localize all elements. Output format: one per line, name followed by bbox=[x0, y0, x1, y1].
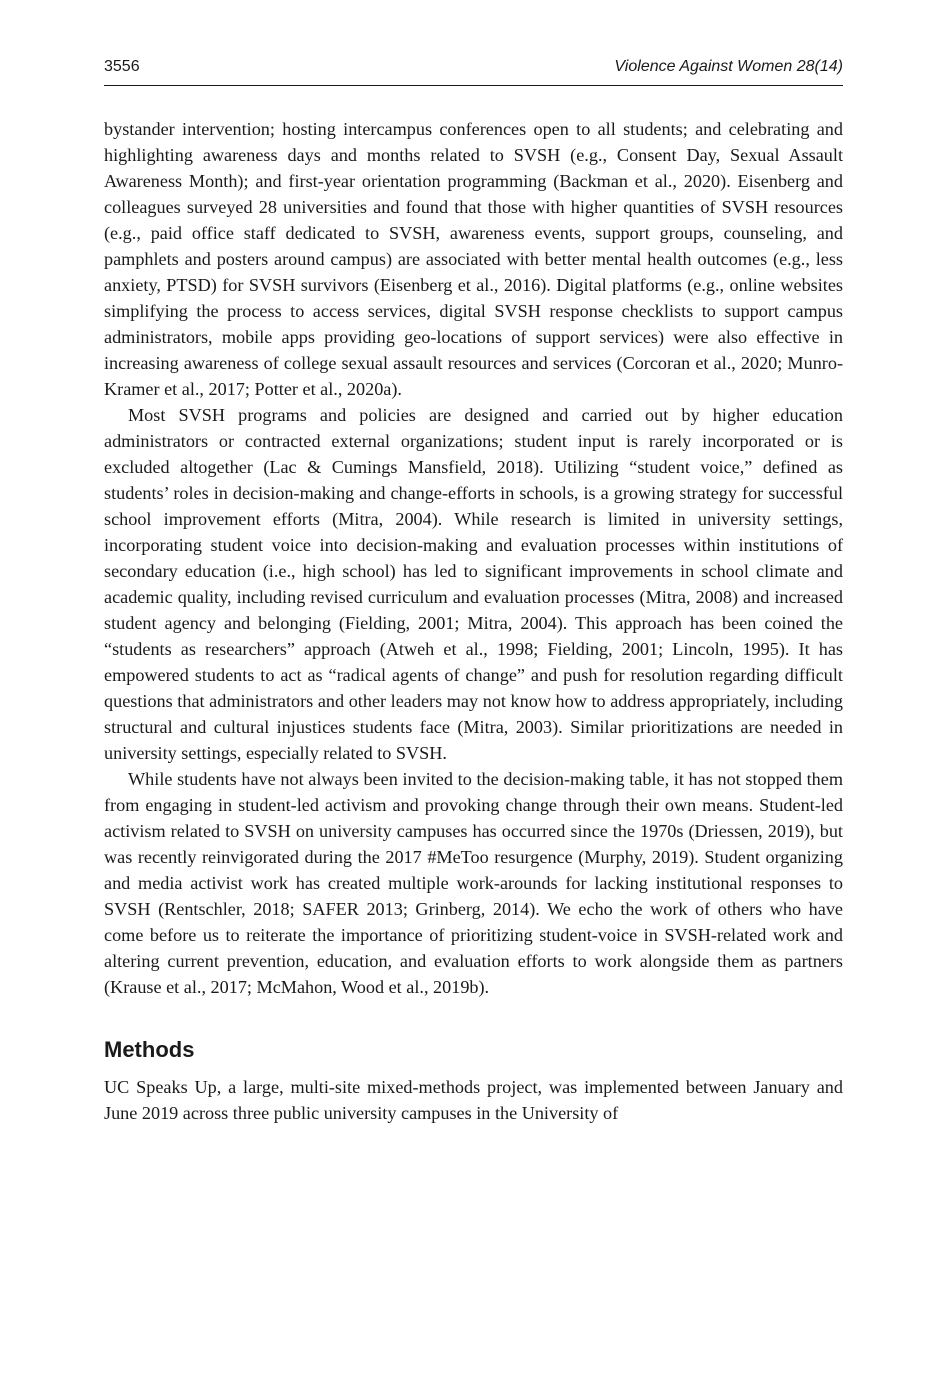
journal-page bbox=[104, 58, 843, 1126]
paragraph-student-voice: Most SVSH programs and policies are designed and carried out by higher education administrators or contracted external organizations; student input is rarely incorporated or is excluded altogether (Lac & Cumings Mansfield, 2018). Utilizing “student voice,” defined as students’ roles in decision-making and change-efforts in schools, is a growing strategy for successful school improvement efforts (Mitra, 2004). While research is limited in university settings, incorporating student voice into decision-making and evaluation processes within institutions of secondary education (i.e., high school) has led to significant improvements in school climate and academic quality, including revised curriculum and evaluation processes (Mitra, 2008) and increased student agency and belonging (Fielding, 2001; Mitra, 2004). This approach has been coined the “students as researchers” approach (Atweh et al., 1998; Fielding, 2001; Lincoln, 1995). It has empowered students to act as “radical agents of change” and push for resolution regarding difficult questions that administrators and other leaders may not know how to address appropriately, including structural and cultural injustices students face (Mitra, 2003). Similar prioritizations are needed in university settings, especially related to SVSH. bbox=[104, 405, 843, 763]
article-body bbox=[104, 116, 843, 1126]
paragraph-continuation: bystander intervention; hosting intercampus conferences open to all students; and celebrating and highlighting awareness days and months related to SVSH (e.g., Consent Day, Sexual Assault Awareness Month); and first-year orientation programming (Backman et al., 2020). Eisenberg and colleagues surveyed 28 universities and found that those with higher quantities of SVSH resources (e.g., paid office staff dedicated to SVSH, awareness events, support groups, counseling, and pamphlets and posters around campus) are associated with better mental health outcomes (e.g., less anxiety, PTSD) for SVSH survivors (Eisenberg et al., 2016). Digital platforms (e.g., online websites simplifying the process to access services, digital SVSH response checklists to support campus administrators, mobile apps providing geo-locations of support services) were also effective in increasing awareness of college sexual assault resources and services (Corcoran et al., 2020; Munro-Kramer et al., 2017; Potter et al., 2020a). bbox=[104, 119, 843, 399]
page-number: 3556 bbox=[104, 58, 140, 75]
journal-citation: Violence Against Women 28(14) bbox=[614, 58, 843, 75]
paragraph-methods: UC Speaks Up, a large, multi-site mixed-methods project, was implemented between January and June 2019 across three public university campuses in the University of bbox=[104, 1077, 843, 1123]
paragraph-student-activism: While students have not always been invited to the decision-making table, it has not stopped them from engaging in student-led activism and provoking change through their own means. Student-led activism related to SVSH on university campuses has occurred since the 1970s (Driessen, 2019), but was recently reinvigorated during the 2017 #MeToo resurgence (Murphy, 2019). Student organizing and media activist work has created multiple work-arounds for lacking institutional responses to SVSH (Rentschler, 2018; SAFER 2013; Grinberg, 2014). We echo the work of others who have come before us to reiterate the importance of prioritizing student-voice in SVSH-related work and altering current prevention, education, and evaluation efforts to work alongside them as partners (Krause et al., 2017; McMahon, Wood et al., 2019b). bbox=[104, 769, 843, 997]
methods-heading: Methods bbox=[104, 1037, 195, 1062]
running-header bbox=[104, 58, 843, 86]
